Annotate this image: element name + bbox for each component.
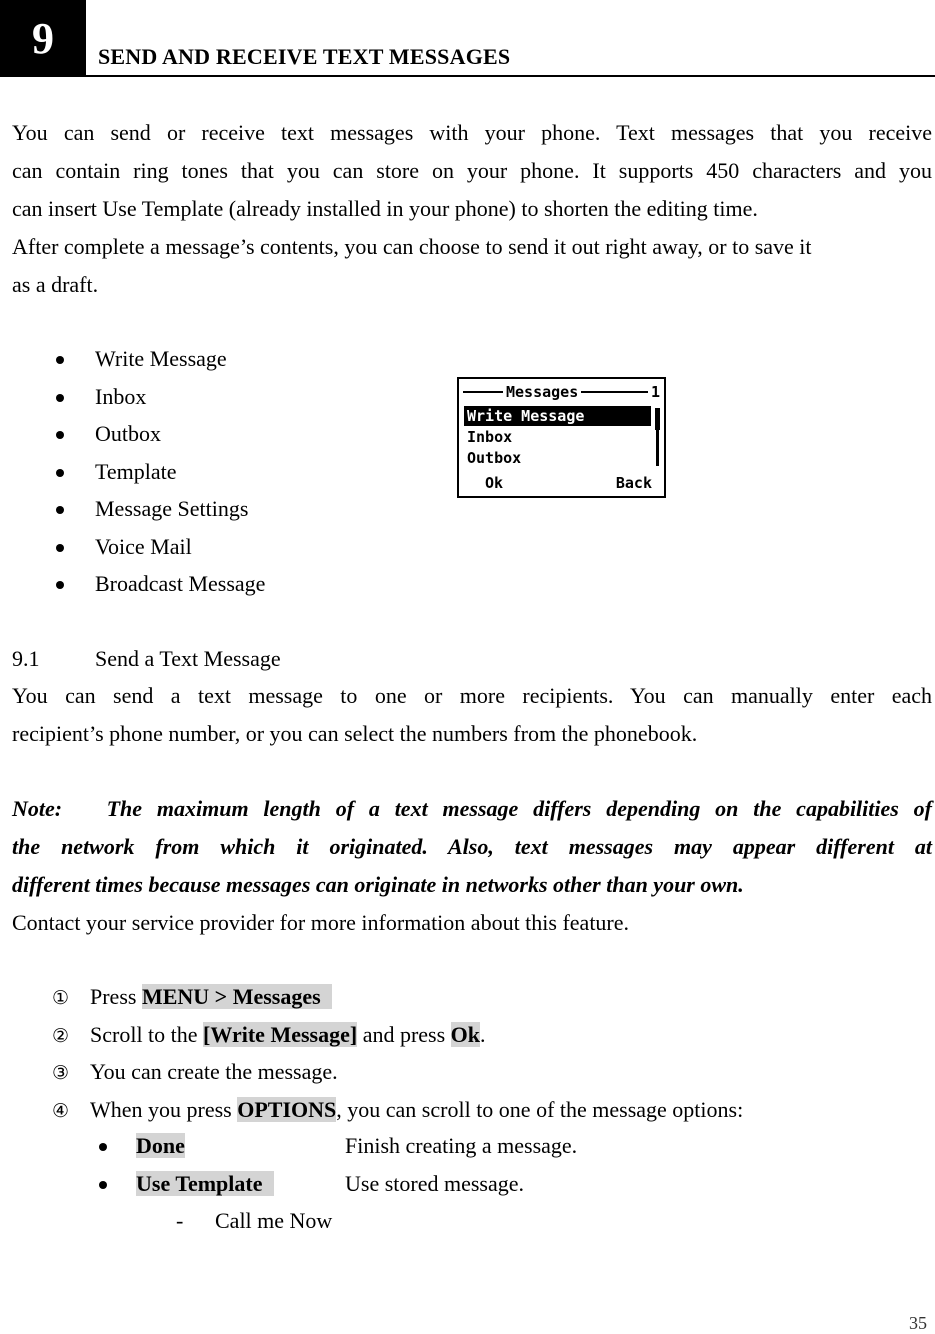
option-description: Finish creating a message.	[345, 1133, 578, 1158]
contact-line: Contact your service provider for more information about this feature.	[12, 910, 630, 935]
list-item: Template	[52, 453, 265, 491]
key-highlight: Ok	[450, 1021, 481, 1047]
screen-page-indicator: 1	[650, 382, 660, 401]
chapter-number: 9	[32, 14, 54, 63]
sub-option-text: Call me Now	[215, 1208, 333, 1233]
bullet-icon	[56, 581, 64, 589]
bullet-icon	[56, 469, 64, 477]
messages-menu-list	[52, 340, 265, 603]
screen-scrollbar	[656, 408, 659, 466]
list-item: Broadcast Message	[52, 565, 265, 603]
list-item: Write Message	[52, 340, 265, 378]
right-softkey: Back	[615, 474, 652, 492]
note-line: Note: The maximum length of a text message differs depending on the capabilities of	[12, 796, 932, 821]
intro-line: You can send or receive text messages with your phone. Text messages that you receive	[12, 120, 932, 145]
section-heading	[12, 640, 281, 678]
note-line: the network from which it originated. Also, text messages may appear different at	[12, 834, 932, 859]
intro-line: as a draft.	[12, 272, 99, 297]
bullet-icon	[56, 506, 64, 514]
option-name: Use Template	[136, 1171, 274, 1196]
screen-softkeys	[485, 474, 652, 492]
bullet-icon	[99, 1143, 107, 1151]
step-marker: ①	[52, 987, 70, 1009]
bullet-icon	[56, 394, 64, 402]
bullet-icon	[56, 544, 64, 552]
section-line: You can send a text message to one or more recipients. You can manually enter each	[12, 683, 932, 708]
note-line: different times because messages can originate in networks other than your own.	[12, 872, 744, 897]
option-item	[136, 1165, 274, 1203]
section-line: recipient’s phone number, or you can select the numbers from the phonebook.	[12, 721, 698, 746]
key-highlight: [Write Message]	[203, 1021, 358, 1047]
chapter-title: SEND AND RECEIVE TEXT MESSAGES	[98, 44, 511, 69]
bullet-icon	[56, 356, 64, 364]
chapter-number-box	[0, 0, 86, 77]
list-item: Message Settings	[52, 490, 265, 528]
section-title: Send a Text Message	[95, 646, 281, 671]
note-paragraph	[12, 790, 932, 942]
screen-item-inbox: Inbox	[467, 428, 513, 446]
list-item: Inbox	[52, 378, 265, 416]
step-marker: ②	[52, 1024, 70, 1047]
screen-item-outbox: Outbox	[467, 449, 522, 467]
option-description: Use stored message.	[345, 1171, 525, 1196]
intro-line: can contain ring tones that you can store on your phone. It supports 450 characters and you	[12, 158, 932, 183]
step-item: ④ When you press OPTIONS, you can scroll to one of the message options:	[52, 1091, 743, 1129]
option-name: Done	[136, 1133, 185, 1158]
key-highlight: OPTIONS	[237, 1096, 337, 1122]
title-divider	[86, 75, 935, 77]
step-marker: ③	[52, 1062, 70, 1084]
step-item: ① Press MENU > Messages	[52, 978, 743, 1016]
option-item	[136, 1127, 185, 1165]
key-highlight: MENU > Messages	[141, 984, 332, 1009]
bullet-icon	[99, 1181, 107, 1189]
intro-paragraph	[12, 114, 932, 304]
step-item: ③ You can create the message.	[52, 1053, 743, 1091]
intro-line: After complete a message’s contents, you can choose to send it out right away, or to save it	[12, 234, 812, 259]
section-paragraph	[12, 677, 932, 753]
left-softkey: Ok	[485, 474, 504, 492]
step-item: ② Scroll to the [Write Message] and press Ok.	[52, 1016, 743, 1054]
phone-screen-illustration	[457, 377, 666, 498]
step-marker: ④	[52, 1099, 70, 1122]
section-number: 9.1	[12, 646, 40, 671]
list-item: Outbox	[52, 415, 265, 453]
intro-line: can insert Use Template (already installed in your phone) to shorten the editing time.	[12, 196, 758, 221]
bullet-icon	[56, 431, 64, 439]
screen-title: Messages	[506, 382, 579, 401]
sub-option-dash: -	[176, 1208, 184, 1233]
list-item: Voice Mail	[52, 528, 265, 566]
page-number: 35	[909, 1313, 927, 1333]
screen-title-bar	[463, 383, 660, 400]
steps-list	[52, 978, 743, 1128]
screen-item-write-message: Write Message	[464, 406, 651, 426]
